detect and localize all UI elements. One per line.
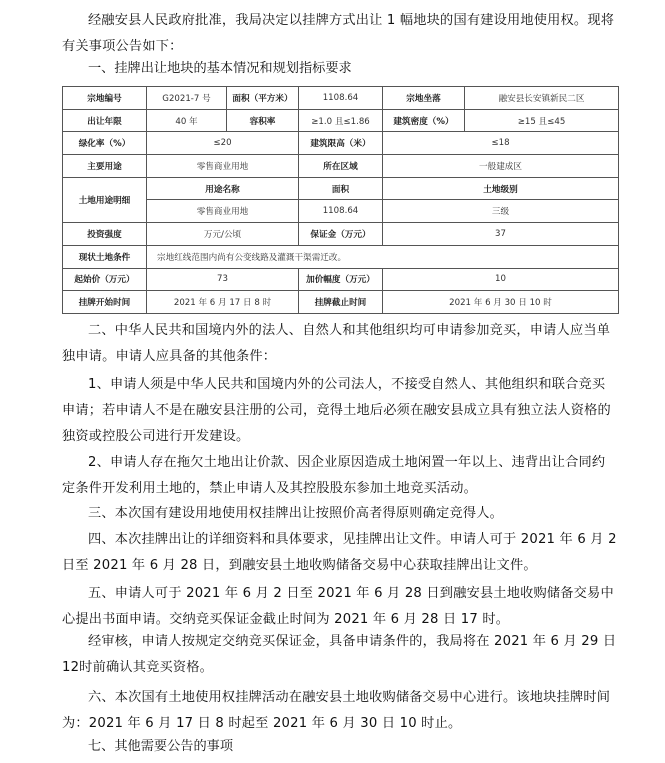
- table-cell: 宗地坐落: [383, 87, 465, 110]
- table-cell: 出让年限: [63, 109, 147, 132]
- table-cell: 2021 年 6 月 30 日 10 时: [383, 291, 619, 314]
- table-row: [63, 87, 619, 110]
- table-cell: 10: [383, 268, 619, 291]
- table-cell: 加价幅度（万元）: [299, 268, 383, 291]
- table-cell: 主要用途: [63, 155, 147, 178]
- table-cell: 三级: [383, 200, 619, 223]
- table-cell: ≤20: [147, 132, 299, 155]
- table-cell: 万元/公顷: [147, 223, 299, 246]
- table-cell: 宗地编号: [63, 87, 147, 110]
- section-1-title: 一、挂牌出让地块的基本情况和规划指标要求: [88, 61, 352, 76]
- paragraph-3: 三、本次国有建设用地使用权挂牌出让按照价高者得原则确定竞得人。: [88, 506, 504, 521]
- paragraph-5b: 经审核，申请人按规定交纳竞买保证金，具备申请条件的，我局将在 2021 年 6 月 29 日 12时前确认其竞买资格。: [62, 634, 617, 675]
- table-cell: 73: [147, 268, 299, 291]
- table-row: [63, 155, 619, 178]
- table-cell: 1108.64: [299, 200, 383, 223]
- table-row: [63, 109, 619, 132]
- table-cell: 面积: [299, 177, 383, 200]
- land-info-table: [62, 86, 619, 314]
- table-cell: 土地级别: [383, 177, 619, 200]
- table-cell: G2021-7 号: [147, 87, 227, 110]
- table-cell: 现状土地条件: [63, 245, 147, 268]
- table-row: [63, 245, 619, 268]
- paragraph-2-1: 1、申请人须是中华人民共和国境内外的公司法人，不接受自然人、其他组织和联合竞买申请；若申请人不是在融安县注册的公司，竞得土地后必须在融安县成立具有独立法人资格的独资或控股公司进行开发建设。: [62, 377, 611, 444]
- table-row: [63, 291, 619, 314]
- table-cell: 容积率: [227, 109, 299, 132]
- table-row: [63, 268, 619, 291]
- paragraph-5: 五、申请人可于 2021 年 6 月 2 日至 2021 年 6 月 28 日到融安县土地收购储备交易中心提出书面申请。交纳竞买保证金截止时间为 2021 年 6 月 28 日 17 时。: [62, 586, 614, 627]
- table-cell: 宗地红线范围内尚有公变线路及灌溉干渠需迁改。: [147, 245, 619, 268]
- table-row: [63, 177, 619, 200]
- table-row: [63, 223, 619, 246]
- table-cell: 土地用途明细: [63, 177, 147, 222]
- table-cell: 起始价（万元）: [63, 268, 147, 291]
- paragraph-6: 六、本次国有土地使用权挂牌活动在融安县土地收购储备交易中心进行。该地块挂牌时间为：2021 年 6 月 17 日 8 时起至 2021 年 6 月 30 日 10 时止。: [62, 690, 611, 731]
- table-cell: ≤18: [383, 132, 619, 155]
- table-cell: 建筑限高（米）: [299, 132, 383, 155]
- table-cell: 40 年: [147, 109, 227, 132]
- section-7-title: 七、其他需要公告的事项: [88, 739, 234, 754]
- table-cell: 一般建成区: [383, 155, 619, 178]
- table-cell: ≥1.0 且≤1.86: [299, 109, 383, 132]
- table-cell: 挂牌开始时间: [63, 291, 147, 314]
- table-cell: 37: [383, 223, 619, 246]
- table-cell: 用途名称: [147, 177, 299, 200]
- paragraph-4: 四、本次挂牌出让的详细资料和具体要求，见挂牌出让文件。申请人可于 2021 年 6 月 2 日至 2021 年 6 月 28 日，到融安县土地收购储备交易中心获取挂牌出让文件。: [62, 532, 617, 573]
- table-cell: 投资强度: [63, 223, 147, 246]
- table-cell: ≥15 且≤45: [465, 109, 619, 132]
- table-row: [63, 200, 619, 223]
- table-cell: 绿化率（%）: [63, 132, 147, 155]
- table-cell: 面积（平方米）: [227, 87, 299, 110]
- table-cell: 零售商业用地: [147, 155, 299, 178]
- paragraph-2: 二、中华人民共和国境内外的法人、自然人和其他组织均可申请参加竞买，申请人应当单独申请。申请人应具备的其他条件：: [62, 323, 611, 364]
- table-cell: 挂牌截止时间: [299, 291, 383, 314]
- table-cell: 融安县长安镇新民二区: [465, 87, 619, 110]
- table-cell: 1108.64: [299, 87, 383, 110]
- table-cell: 建筑密度（%）: [383, 109, 465, 132]
- table-cell: 所在区域: [299, 155, 383, 178]
- intro-paragraph: 经融安县人民政府批准，我局决定以挂牌方式出让 1 幅地块的国有建设用地使用权。现将有关事项公告如下：: [62, 13, 615, 54]
- paragraph-2-2: 2、申请人存在拖欠土地出让价款、因企业原因造成土地闲置一年以上、违背出让合同约定条件开发利用土地的，禁止申请人及其控股股东参加土地竞买活动。: [62, 455, 606, 496]
- table-cell: 保证金（万元）: [299, 223, 383, 246]
- table-row: [63, 132, 619, 155]
- table-cell: 零售商业用地: [147, 200, 299, 223]
- table-cell: 2021 年 6 月 17 日 8 时: [147, 291, 299, 314]
